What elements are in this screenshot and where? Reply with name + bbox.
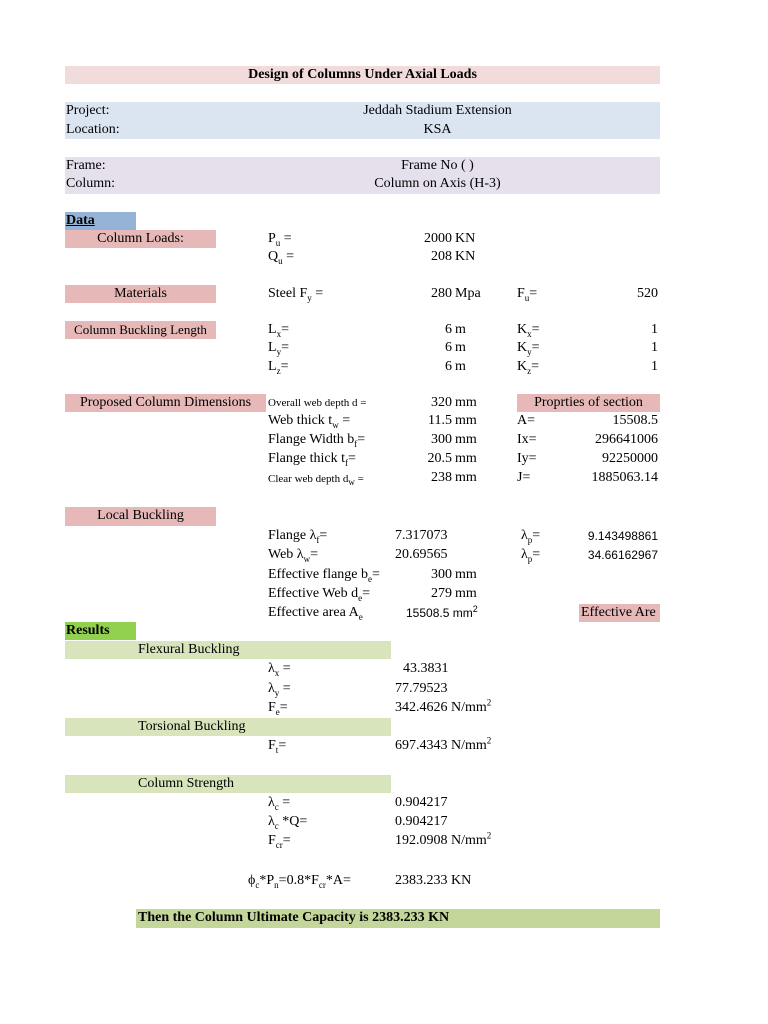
ft-value: 697.4343 $N/mm^2$ bbox=[395, 735, 492, 753]
eff-web-unit: mm bbox=[455, 586, 477, 601]
section-props-label: Proprties of section bbox=[534, 395, 643, 410]
lx-unit: m bbox=[455, 322, 466, 337]
fu-value: 520 bbox=[637, 286, 658, 301]
project-label: Project: bbox=[66, 103, 110, 118]
lx-label: $L_x=$ bbox=[268, 322, 289, 339]
lambda-y-value: 77.79523 bbox=[395, 681, 448, 696]
eff-flange-unit: mm bbox=[455, 567, 477, 582]
column-value: Column on Axis (H-3) bbox=[374, 176, 501, 191]
eff-area-label: Effective area $A_e$ bbox=[268, 605, 363, 622]
location-label: Location: bbox=[66, 122, 120, 137]
qu-unit: KN bbox=[455, 249, 476, 264]
ly-unit: m bbox=[455, 340, 466, 355]
flange-slenderness-label: Flange $\lambda_f=$ bbox=[268, 528, 328, 545]
lambda-x-value: 43.3831 bbox=[403, 661, 449, 676]
qu-value: 208 bbox=[431, 249, 452, 264]
clear-web-depth-unit: mm bbox=[455, 470, 477, 485]
page-title: Design of Columns Under Axial Loads bbox=[248, 67, 477, 82]
flexural-label: Flexural Buckling bbox=[138, 642, 240, 657]
prop-a-value: 15508.5 bbox=[612, 413, 658, 428]
clear-web-depth-label: Clear web depth $d_w$ = bbox=[268, 473, 364, 488]
lz-unit: m bbox=[455, 359, 466, 374]
clear-web-depth-value: 238 bbox=[431, 470, 452, 485]
flange-width-unit: mm bbox=[455, 432, 477, 447]
frame-label: Frame: bbox=[66, 158, 106, 173]
lambda-x-label: $\lambda_x$ = bbox=[268, 661, 291, 678]
ky-value: 1 bbox=[651, 340, 658, 355]
lx-value: 6 bbox=[445, 322, 452, 337]
web-thick-value: 11.5 bbox=[428, 413, 452, 428]
fy-value: 280 bbox=[431, 286, 452, 301]
phi-pn-label: $\phi_c*P_n=0.8*F_{cr}*A=$ bbox=[248, 873, 351, 890]
flange-thick-unit: mm bbox=[455, 451, 477, 466]
conclusion-text: Then the Column Ultimate Capacity is 2383.233 KN bbox=[138, 910, 450, 925]
kx-value: 1 bbox=[651, 322, 658, 337]
prop-ix-label: Ix= bbox=[517, 432, 537, 447]
local-buckling-label: Local Buckling bbox=[97, 508, 184, 523]
lambda-c-value: 0.904217 bbox=[395, 795, 448, 810]
lz-label: $L_z=$ bbox=[268, 359, 289, 376]
flange-thick-label: Flange thick $t_f=$ bbox=[268, 451, 356, 468]
fe-label: $F_e=$ bbox=[268, 700, 288, 717]
eff-area-value: 15508.5 $mm^2$ bbox=[406, 604, 478, 620]
buckling-length-label: Column Buckling Length bbox=[74, 322, 207, 337]
fu-label: $F_u=$ bbox=[517, 286, 538, 303]
lz-value: 6 bbox=[445, 359, 452, 374]
prop-j-label: J= bbox=[517, 470, 531, 485]
dimensions-label: Proposed Column Dimensions bbox=[79, 395, 252, 410]
flange-lp-label: $\lambda_p=$ bbox=[521, 528, 541, 545]
web-depth-value: 320 bbox=[431, 395, 452, 410]
flange-width-value: 300 bbox=[431, 432, 452, 447]
column-loads-label: Column Loads: bbox=[97, 231, 184, 246]
lambda-c-q-label: $\lambda_c$ *Q= bbox=[268, 814, 308, 831]
lambda-c-label: $\lambda_c$ = bbox=[268, 795, 291, 812]
flange-thick-value: 20.5 bbox=[427, 451, 452, 466]
eff-flange-value: 300 bbox=[431, 567, 452, 582]
fcr-label: $F_{cr}=$ bbox=[268, 833, 291, 850]
prop-a-label: A= bbox=[517, 413, 536, 428]
pu-label: $P_u$ = bbox=[268, 231, 292, 248]
web-depth-unit: mm bbox=[455, 395, 477, 410]
web-thick-unit: mm bbox=[455, 413, 477, 428]
kz-value: 1 bbox=[651, 359, 658, 374]
prop-j-value: 1885063.14 bbox=[591, 470, 658, 485]
ky-label: $K_y=$ bbox=[517, 340, 540, 357]
web-lp-label: $\lambda_p=$ bbox=[521, 547, 541, 564]
web-lp-value: 34.66162967 bbox=[587, 548, 658, 562]
torsional-label: Torsional Buckling bbox=[138, 719, 246, 734]
prop-iy-label: Iy= bbox=[517, 451, 537, 466]
prop-iy-value: 92250000 bbox=[602, 451, 658, 466]
project-value: Jeddah Stadium Extension bbox=[363, 103, 512, 118]
strength-label: Column Strength bbox=[138, 776, 235, 791]
pu-value: 2000 bbox=[424, 231, 452, 246]
materials-label: Materials bbox=[114, 286, 167, 301]
lambda-c-q-value: 0.904217 bbox=[395, 814, 448, 829]
web-slenderness-label: Web $\lambda_w=$ bbox=[268, 547, 319, 564]
web-depth-label: Overall web depth d = bbox=[268, 397, 367, 409]
eff-web-label: Effective Web $d_e=$ bbox=[268, 586, 371, 603]
phi-pn-value: 2383.233 KN bbox=[395, 873, 472, 888]
fcr-value: 192.0908 $N/mm^2$ bbox=[395, 830, 492, 848]
column-label: Column: bbox=[66, 176, 116, 191]
fy-unit: Mpa bbox=[455, 286, 481, 301]
flange-slenderness-value: 7.317073 bbox=[395, 528, 448, 543]
fy-label: Steel $F_y$ = bbox=[268, 286, 324, 303]
web-thick-label: Web thick $t_w$ = bbox=[268, 413, 351, 430]
kz-label: $K_z=$ bbox=[517, 359, 540, 376]
frame-value: Frame No ( ) bbox=[401, 158, 474, 173]
qu-label: $Q_u$ = bbox=[268, 249, 295, 266]
flange-width-label: Flange Width $b_f=$ bbox=[268, 432, 366, 449]
flange-lp-value: 9.143498861 bbox=[587, 529, 658, 543]
results-header: Results bbox=[66, 623, 110, 638]
ft-label: $F_t=$ bbox=[268, 738, 287, 755]
eff-web-value: 279 bbox=[431, 586, 452, 601]
web-slenderness-value: 20.69565 bbox=[395, 547, 448, 562]
prop-ix-value: 296641006 bbox=[595, 432, 658, 447]
location-value: KSA bbox=[423, 122, 452, 137]
eff-area-tag: Effective Are bbox=[581, 605, 656, 620]
eff-flange-label: Effective flange $b_e=$ bbox=[268, 567, 380, 584]
data-header: Data bbox=[66, 213, 95, 228]
lambda-y-label: $\lambda_y$ = bbox=[268, 681, 291, 698]
fe-value: 342.4626 $N/mm^2$ bbox=[395, 697, 492, 715]
kx-label: $K_x=$ bbox=[517, 322, 540, 339]
ly-value: 6 bbox=[445, 340, 452, 355]
ly-label: $L_y=$ bbox=[268, 340, 289, 357]
pu-unit: KN bbox=[455, 231, 476, 246]
